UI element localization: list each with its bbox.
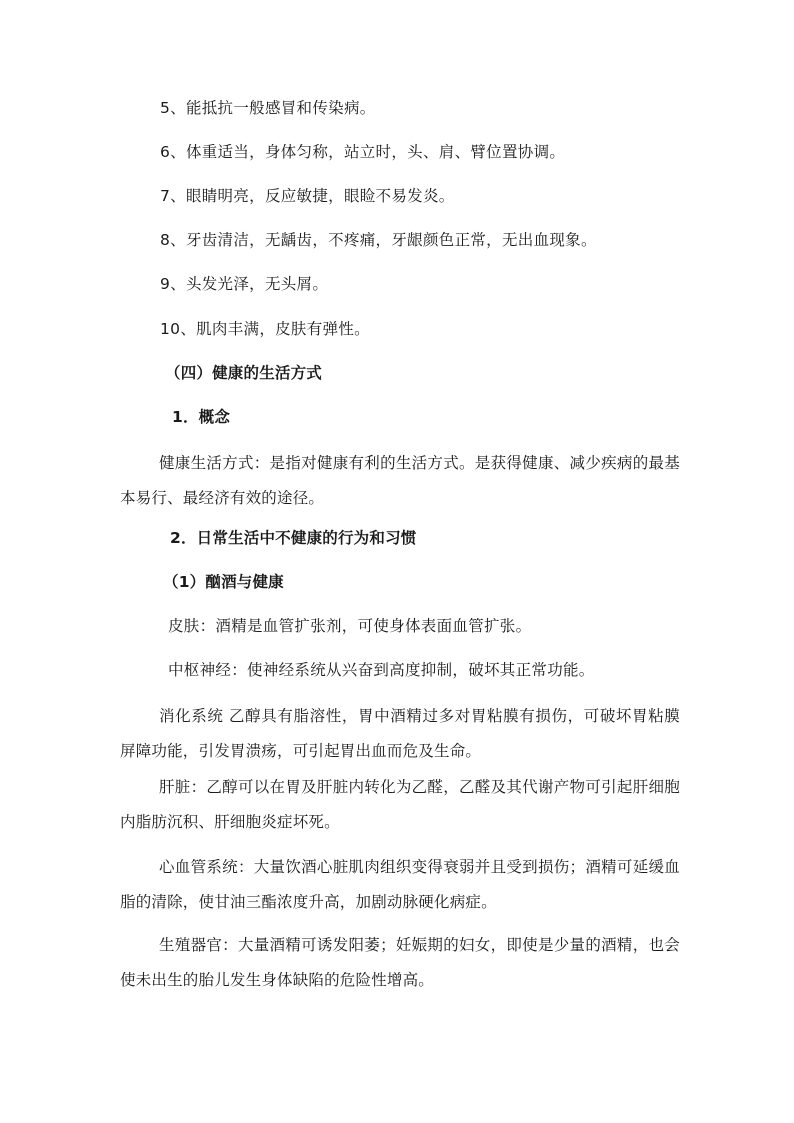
- section-heading-4: （四）健康的生活方式: [165, 364, 323, 382]
- paragraph-liver: 肝脏：乙醇可以在胃及肝脏内转化为乙醛，乙醛及其代谢产物可引起肝细胞内脂肪沉积、肝细胞炎症坏死。: [120, 778, 680, 831]
- list-item-8: 8、牙齿清洁，无龋齿，不疼痛，牙龈颜色正常，无出血现象。: [160, 231, 597, 249]
- list-item-6: 6、体重适当，身体匀称，站立时，头、肩、臂位置协调。: [160, 143, 566, 161]
- paragraph-reproductive: 生殖器官：大量酒精可诱发阳萎；妊娠期的妇女，即使是少量的酒精，也会使未出生的胎儿发生身体缺陷的危险性增高。: [120, 936, 680, 989]
- subsection-heading-unhealthy-habits: 2．日常生活中不健康的行为和习惯: [170, 529, 417, 547]
- list-item-7: 7、眼睛明亮，反应敏捷，眼睑不易发炎。: [160, 187, 455, 205]
- paragraph-cardio: 心血管系统：大量饮酒心脏肌肉组织变得衰弱并且受到损伤；酒精可延缓血脂的清除，使甘油三酯浓度升高，加剧动脉硬化病症。: [120, 858, 680, 911]
- paragraph-digestive: 消化系统 乙醇具有脂溶性，胃中酒精过多对胃粘膜有损伤，可破坏胃粘膜屏障功能，引发胃溃疡，可引起胃出血而危及生命。: [120, 707, 680, 760]
- list-item-5: 5、能抵抗一般感冒和传染病。: [160, 99, 376, 117]
- list-item-9: 9、头发光泽，无头屑。: [160, 275, 329, 293]
- paragraph-cns: 中枢神经：使神经系统从兴奋到高度抑制，破坏其正常功能。: [168, 661, 595, 679]
- list-item-10: 10、肌肉丰满，皮肤有弹性。: [160, 320, 370, 338]
- subsection-heading-concept: 1．概念: [172, 408, 231, 426]
- paragraph-healthy-lifestyle: 健康生活方式：是指对健康有利的生活方式。是获得健康、减少疾病的最基本易行、最经济有效的途径。: [120, 454, 680, 507]
- paragraph-skin: 皮肤：酒精是血管扩张剂，可使身体表面血管扩张。: [168, 617, 532, 635]
- item-heading-alcohol: （1）酗酒与健康: [163, 573, 284, 591]
